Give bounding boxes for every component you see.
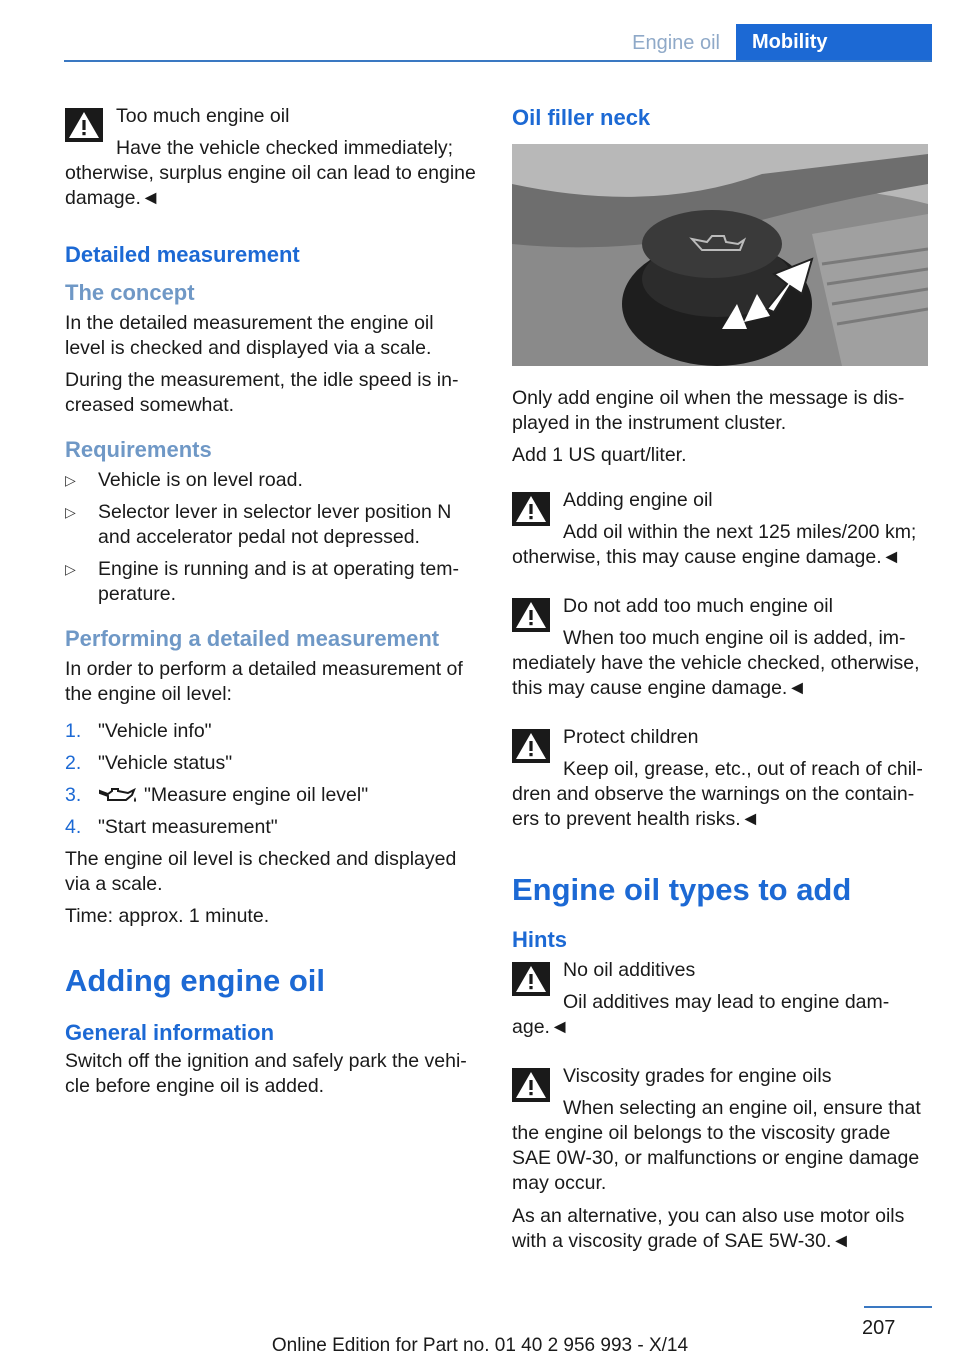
- concept-paragraph-1: In the detailed measurement the engine oil level is checked and displayed via a scale.: [65, 312, 434, 359]
- step-text: "Vehicle status": [98, 752, 233, 774]
- requirements-list: [65, 468, 477, 607]
- heading-adding-engine-oil: Adding engine oil: [65, 963, 326, 998]
- warning-triangle-icon: [65, 108, 103, 142]
- heading-engine-oil-types: Engine oil types to add: [512, 872, 852, 907]
- heading-requirements: Requirements: [65, 437, 212, 462]
- warning-title: No oil additives: [563, 959, 696, 981]
- header-section-title: Engine oil: [632, 32, 720, 54]
- heading-general-information: General information: [65, 1020, 275, 1045]
- warning-too-much-oil: [65, 104, 477, 211]
- warning-body: When too much engine oil is added, immediately have the vehicle checked, otherwise, this may cause engine damage.◄: [512, 627, 920, 699]
- heading-oil-filler-neck: Oil filler neck: [512, 105, 651, 130]
- list-item: [65, 719, 477, 744]
- warning-title: Protect children: [563, 726, 699, 748]
- list-item: [65, 751, 477, 776]
- step-number: 4.: [65, 816, 82, 838]
- warning-no-oil-additives: [512, 958, 930, 1040]
- warning-triangle-icon: [512, 729, 550, 763]
- left-column: [65, 104, 477, 1106]
- footer-rule: [864, 1306, 932, 1308]
- steps-list: [65, 719, 477, 840]
- warning-triangle-icon: [512, 598, 550, 632]
- warning-triangle-icon: [512, 492, 550, 526]
- heading-performing-measurement: Performing a detailed measurement: [65, 626, 440, 651]
- step-number: 3.: [65, 784, 82, 806]
- heading-detailed-measurement: Detailed measurement: [65, 242, 300, 267]
- filler-paragraph-2: Add 1 US quart/liter.: [512, 444, 687, 466]
- perform-intro: In order to perform a detailed measurement of the engine oil level:: [65, 658, 463, 705]
- step-text: "Start measurement": [98, 816, 278, 838]
- warning-body: When selecting an engine oil, ensure that the engine oil belongs to the viscosity grade SAE 0W-30, or malfunctions or engine damage may occur.: [512, 1097, 921, 1194]
- time-paragraph: Time: approx. 1 minute.: [65, 905, 270, 927]
- list-item: [65, 815, 477, 840]
- oil-can-icon: [98, 785, 138, 805]
- list-item: [65, 783, 477, 808]
- warning-body: Oil additives may lead to engine damage.◄: [512, 991, 890, 1038]
- filler-paragraph-1: Only add engine oil when the message is displayed in the instrument cluster.: [512, 387, 905, 434]
- list-item: ▷ Engine is running and is at operating temperature.: [65, 557, 477, 607]
- heading-the-concept: The concept: [65, 280, 195, 305]
- alternative-paragraph: As an alternative, you can also use motor oils with a viscosity grade of SAE 5W-30.◄: [512, 1205, 905, 1252]
- warning-title: Adding engine oil: [563, 489, 713, 511]
- warning-too-much-oil-added: [512, 594, 930, 701]
- step-number: 2.: [65, 752, 82, 774]
- list-item: ▷ Vehicle is on level road.: [65, 468, 477, 493]
- page-number: 207: [862, 1317, 896, 1339]
- list-item: ▷ Selector lever in selector lever position N and accelerator pedal not depressed.: [65, 500, 477, 550]
- warning-body: Have the vehicle checked immediately; otherwise, surplus engine oil can lead to engine damage.◄: [65, 137, 476, 209]
- warning-protect-children: [512, 725, 930, 832]
- concept-paragraph-2: During the measurement, the idle speed is increased somewhat.: [65, 369, 459, 416]
- general-paragraph: Switch off the ignition and safely park the vehicle before engine oil is added.: [65, 1050, 467, 1097]
- step-text: "Measure engine oil level": [144, 784, 369, 806]
- heading-hints: Hints: [512, 927, 567, 952]
- warning-triangle-icon: [512, 1068, 550, 1102]
- warning-triangle-icon: [512, 962, 550, 996]
- warning-title: Too much engine oil: [116, 105, 290, 127]
- warning-viscosity-grades: [512, 1064, 930, 1196]
- warning-title: Viscosity grades for engine oils: [563, 1065, 832, 1087]
- step-text: "Vehicle info": [98, 720, 212, 742]
- warning-body: Add oil within the next 125 miles/200 km; otherwise, this may cause engine damage.◄: [512, 521, 917, 568]
- result-paragraph: The engine oil level is checked and displayed via a scale.: [65, 848, 457, 895]
- header-rule: [64, 60, 932, 62]
- oil-filler-cap-photo: [512, 144, 928, 366]
- warning-body: Keep oil, grease, etc., out of reach of children and observe the warnings on the containers to prevent health risks.◄: [512, 758, 923, 830]
- footer-edition: Online Edition for Part no. 01 40 2 956 993 - X/14: [271, 1335, 689, 1356]
- header-chapter-tab: Mobility: [736, 24, 932, 61]
- warning-adding-engine-oil: [512, 488, 930, 570]
- step-number: 1.: [65, 720, 82, 742]
- warning-title: Do not add too much engine oil: [563, 595, 833, 617]
- right-column: [512, 104, 930, 1261]
